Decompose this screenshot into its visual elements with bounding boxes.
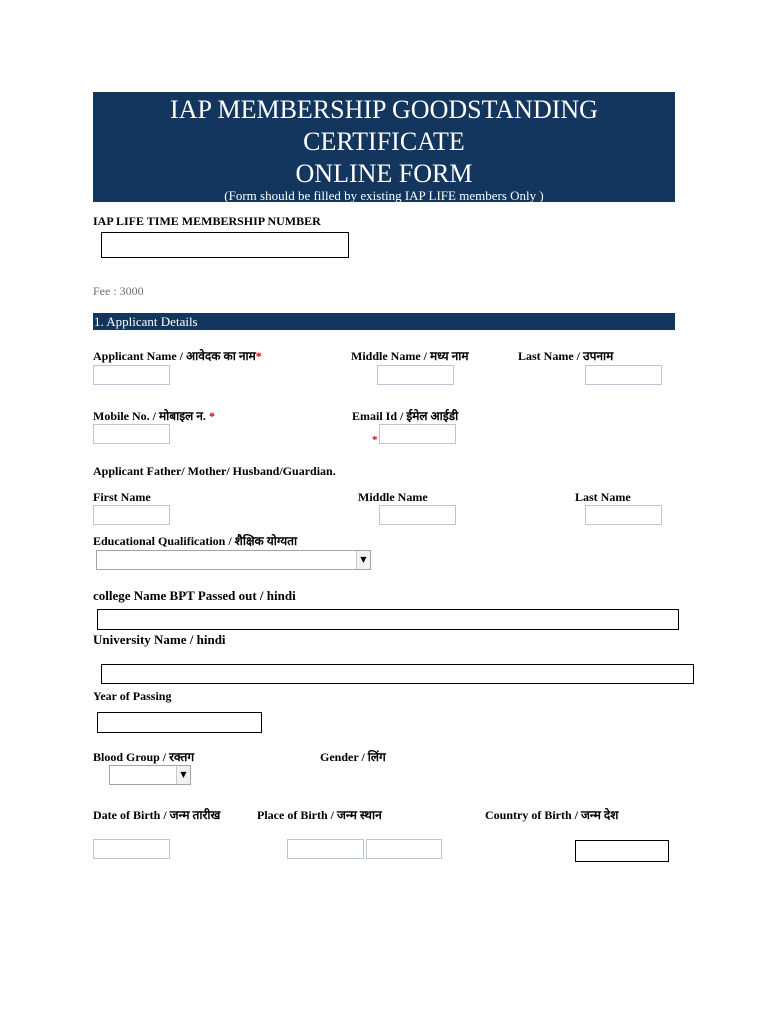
form-header-banner (93, 92, 675, 202)
place-of-birth-input-2[interactable] (366, 839, 442, 859)
year-of-passing-input[interactable] (97, 712, 262, 733)
guardian-last-name-label: Last Name (575, 490, 631, 504)
form-title-line-3: ONLINE FORM (295, 159, 473, 188)
applicant-name-label (93, 347, 262, 364)
guardian-last-name-input[interactable] (585, 505, 662, 525)
applicant-name-label-text: Applicant Name / आवेदक का नाम (93, 349, 256, 363)
chevron-down-icon[interactable]: ▼ (176, 766, 190, 784)
form-subtitle: (Form should be filled by existing IAP LIFE members Only ) (224, 188, 544, 203)
guardian-middle-name-input[interactable] (379, 505, 456, 525)
guardian-first-name-input[interactable] (93, 505, 170, 525)
form-title-line-2: CERTIFICATE (303, 127, 465, 156)
year-of-passing-label: Year of Passing (93, 689, 172, 703)
section-applicant-details (93, 313, 675, 330)
membership-number-label: IAP LIFE TIME MEMBERSHIP NUMBER (93, 214, 321, 228)
mobile-label (93, 407, 215, 424)
education-select[interactable] (96, 550, 371, 570)
last-name-input[interactable] (585, 365, 662, 385)
blood-group-label: Blood Group / रक्तग (93, 750, 195, 764)
email-label: Email Id / ईमेल आईडी (352, 409, 459, 423)
college-input[interactable] (97, 609, 679, 630)
middle-name-label: Middle Name / मध्य नाम (351, 349, 469, 363)
mobile-input[interactable] (93, 424, 170, 444)
fee-text: Fee : 3000 (93, 284, 144, 298)
date-of-birth-input[interactable] (93, 839, 170, 859)
guardian-middle-name-label: Middle Name (358, 490, 428, 504)
membership-number-input[interactable] (101, 232, 349, 258)
place-of-birth-input[interactable] (287, 839, 364, 859)
university-label: University Name / hindi (93, 632, 226, 647)
date-of-birth-label: Date of Birth / जन्म तारीख (93, 808, 221, 822)
gender-label: Gender / लिंग (320, 750, 386, 764)
required-mark: * (372, 434, 378, 446)
last-name-label: Last Name / उपनाम (518, 349, 614, 363)
country-of-birth-input[interactable] (575, 840, 669, 862)
guardian-first-name-label: First Name (93, 490, 151, 504)
university-input[interactable] (101, 664, 694, 684)
form-title-line-1: IAP MEMBERSHIP GOODSTANDING (170, 95, 598, 124)
email-input[interactable] (379, 424, 456, 444)
applicant-name-input[interactable] (93, 365, 170, 385)
country-of-birth-label: Country of Birth / जन्म देश (485, 808, 619, 822)
college-label: college Name BPT Passed out / hindi (93, 588, 296, 603)
section-title: 1. Applicant Details (94, 314, 198, 329)
mobile-label-text: Mobile No. / मोबाइल न. (93, 409, 209, 423)
education-label: Educational Qualification / शैक्षिक योग्यता (93, 534, 298, 548)
required-mark: * (208, 409, 215, 423)
required-mark: * (255, 349, 262, 363)
chevron-down-icon[interactable]: ▼ (356, 551, 370, 569)
place-of-birth-label: Place of Birth / जन्म स्थान (257, 808, 382, 822)
middle-name-input[interactable] (377, 365, 454, 385)
guardian-heading: Applicant Father/ Mother/ Husband/Guardian. (93, 464, 336, 478)
blood-group-select[interactable] (109, 765, 191, 785)
